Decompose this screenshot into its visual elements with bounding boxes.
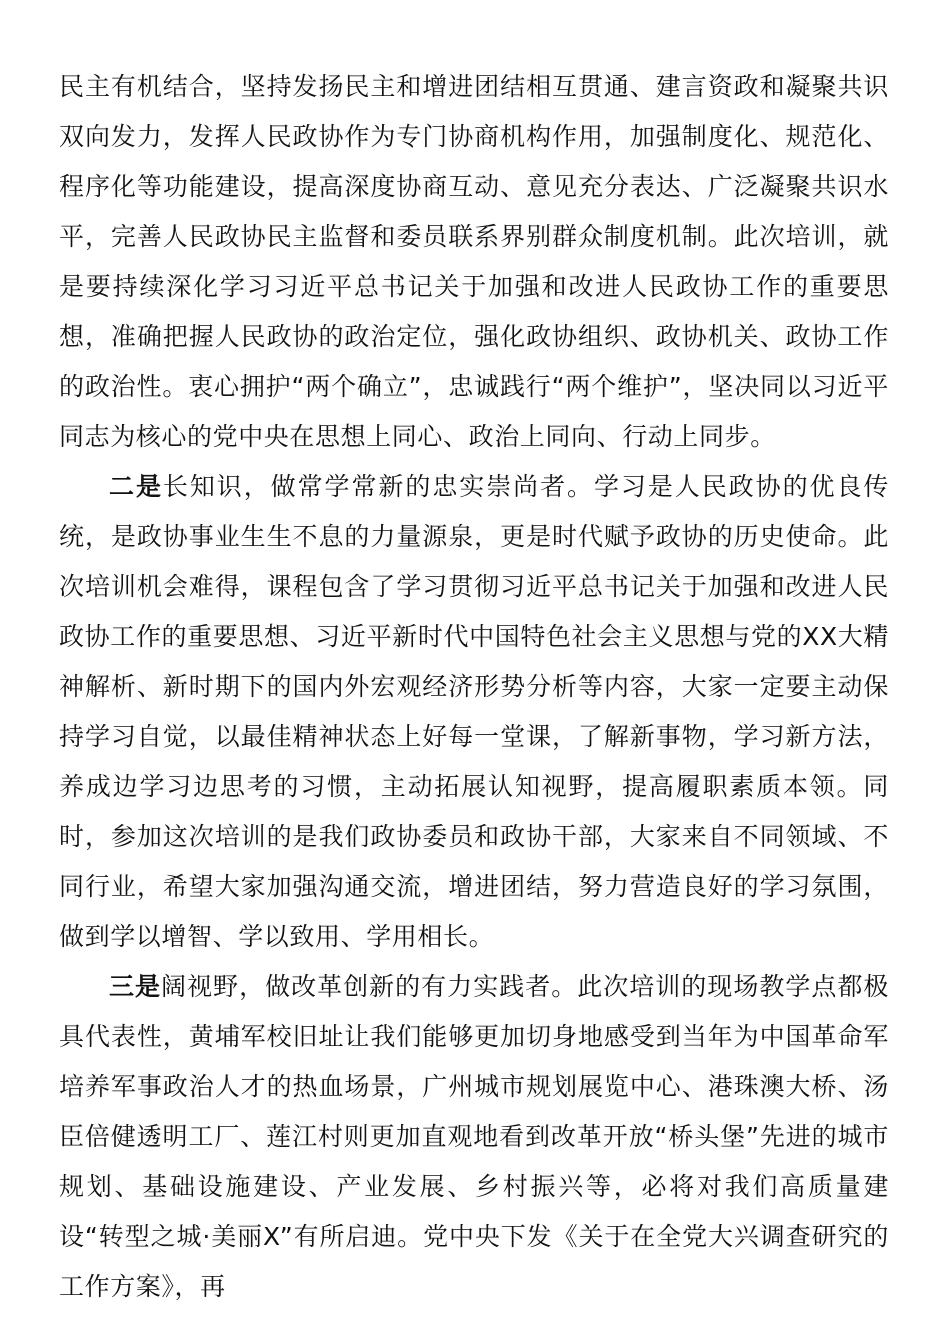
paragraph-2: [59, 462, 889, 962]
paragraph-1: [59, 62, 889, 462]
paragraph-3-text: 阔视野，做改革创新的有力实践者。此次培训的现场教学点都极具代表性，黄埔军校旧址让我们能够更加切身地感受到当年为中国革命军培养军事政治人才的热血场景，广州城市规划展览中心、港珠澳大桥、汤臣倍健透明工厂、莲江村则更加直观地看到改革开放“桥头堡”先进的城市规划、基础设施建设、产业发展、乡村振兴等，必将对我们高质量建设“转型之城·美丽X”有所启迪。党中央下发《关于在全党大兴调查研究的工作方案》，再: [59, 972, 889, 1301]
paragraph-3-lead: 三是: [109, 972, 162, 1001]
paragraph-2-lead: 二是: [109, 472, 163, 501]
paragraph-3: [59, 962, 889, 1312]
document-body: [59, 62, 889, 1312]
paragraph-1-text: 民主有机结合，坚持发扬民主和增进团结相互贯通、建言资政和凝聚共识双向发力，发挥人民政协作为专门协商机构作用，加强制度化、规范化、程序化等功能建设，提高深度协商互动、意见充分表达、广泛凝聚共识水平，完善人民政协民主监督和委员联系界别群众制度机制。此次培训，就是要持续深化学习习近平总书记关于加强和改进人民政协工作的重要思想，准确把握人民政协的政治定位，强化政协组织、政协机关、政协工作的政治性。衷心拥护“两个确立”，忠诚践行“两个维护”，坚决同以习近平同志为核心的党中央在思想上同心、政治上同向、行动上同步。: [59, 72, 889, 451]
paragraph-2-text: 长知识，做常学常新的忠实崇尚者。学习是人民政协的优良传统，是政协事业生生不息的力量源泉，更是时代赋予政协的历史使命。此次培训机会难得，课程包含了学习贯彻习近平总书记关于加强和改进人民政协工作的重要思想、习近平新时代中国特色社会主义思想与党的XX大精神解析、新时期下的国内外宏观经济形势分析等内容，大家一定要主动保持学习自觉，以最佳精神状态上好每一堂课，了解新事物，学习新方法，养成边学习边思考的习惯，主动拓展认知视野，提高履职素质本领。同时，参加这次培训的是我们政协委员和政协干部，大家来自不同领域、不同行业，希望大家加强沟通交流，增进团结，努力营造良好的学习氛围，做到学以增智、学以致用、学用相长。: [59, 472, 890, 951]
